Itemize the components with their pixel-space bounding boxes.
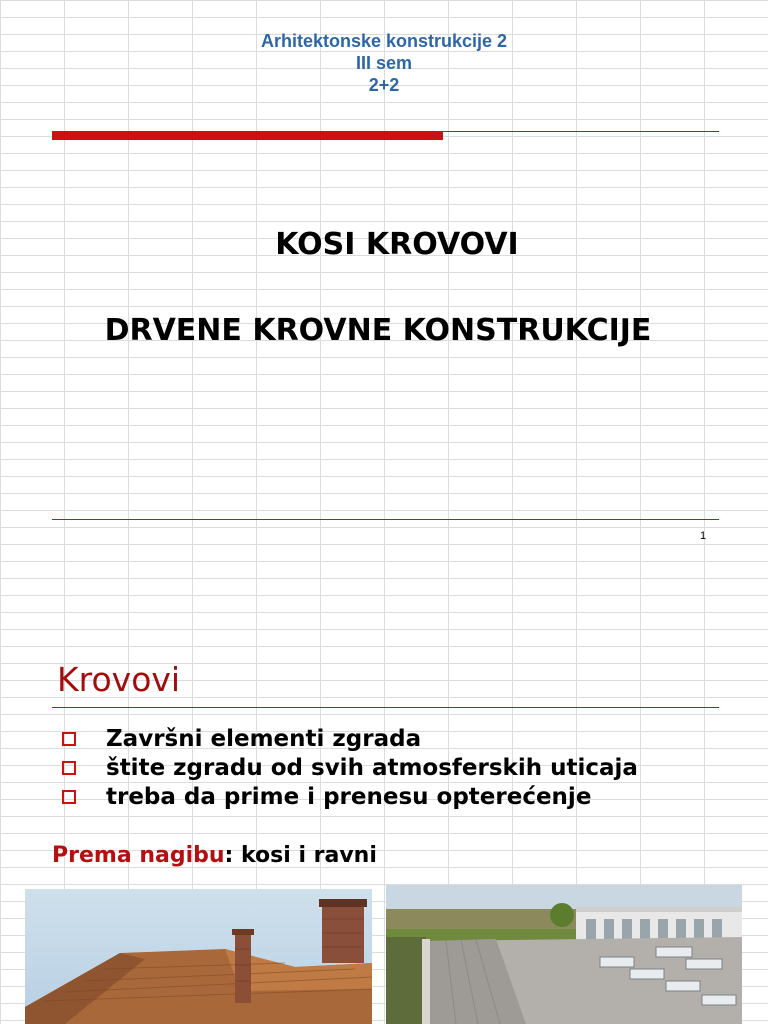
list-item <box>62 782 638 811</box>
list-item <box>62 724 638 753</box>
bullet-text: treba da prime i prenesu opterećenje <box>106 783 592 810</box>
pitched-roof-image <box>25 889 372 1024</box>
title-divider-thin <box>443 131 719 132</box>
slide-title: KOSI KROVOVI <box>275 227 519 262</box>
section-heading: Krovovi <box>57 660 181 699</box>
flat-roof-image <box>386 885 742 1024</box>
slope-classification <box>52 843 377 868</box>
list-item <box>62 753 638 782</box>
course-info <box>0 30 768 96</box>
flat-roof-photo <box>386 885 742 1024</box>
bullet-text: Završni elementi zgrada <box>106 725 422 752</box>
slope-label: Prema nagibu <box>52 843 225 868</box>
title-divider-thick <box>52 131 443 140</box>
square-bullet-icon <box>62 732 76 746</box>
course-name: Arhitektonske konstrukcije 2 <box>260 31 508 51</box>
bullet-list <box>62 724 638 811</box>
bullet-text: štite zgradu od svih atmosferskih uticaja <box>106 754 638 781</box>
slide-subtitle: DRVENE KROVNE KONSTRUKCIJE <box>104 313 652 348</box>
slope-value: : kosi i ravni <box>224 843 377 868</box>
pitched-roof-photo <box>25 889 372 1024</box>
square-bullet-icon <box>62 761 76 775</box>
course-semester: III sem <box>355 53 413 73</box>
heading-divider <box>52 707 719 708</box>
course-hours: 2+2 <box>368 75 400 95</box>
slide-bottom-divider <box>52 519 719 520</box>
page-number: 1 <box>700 530 707 542</box>
square-bullet-icon <box>62 790 76 804</box>
